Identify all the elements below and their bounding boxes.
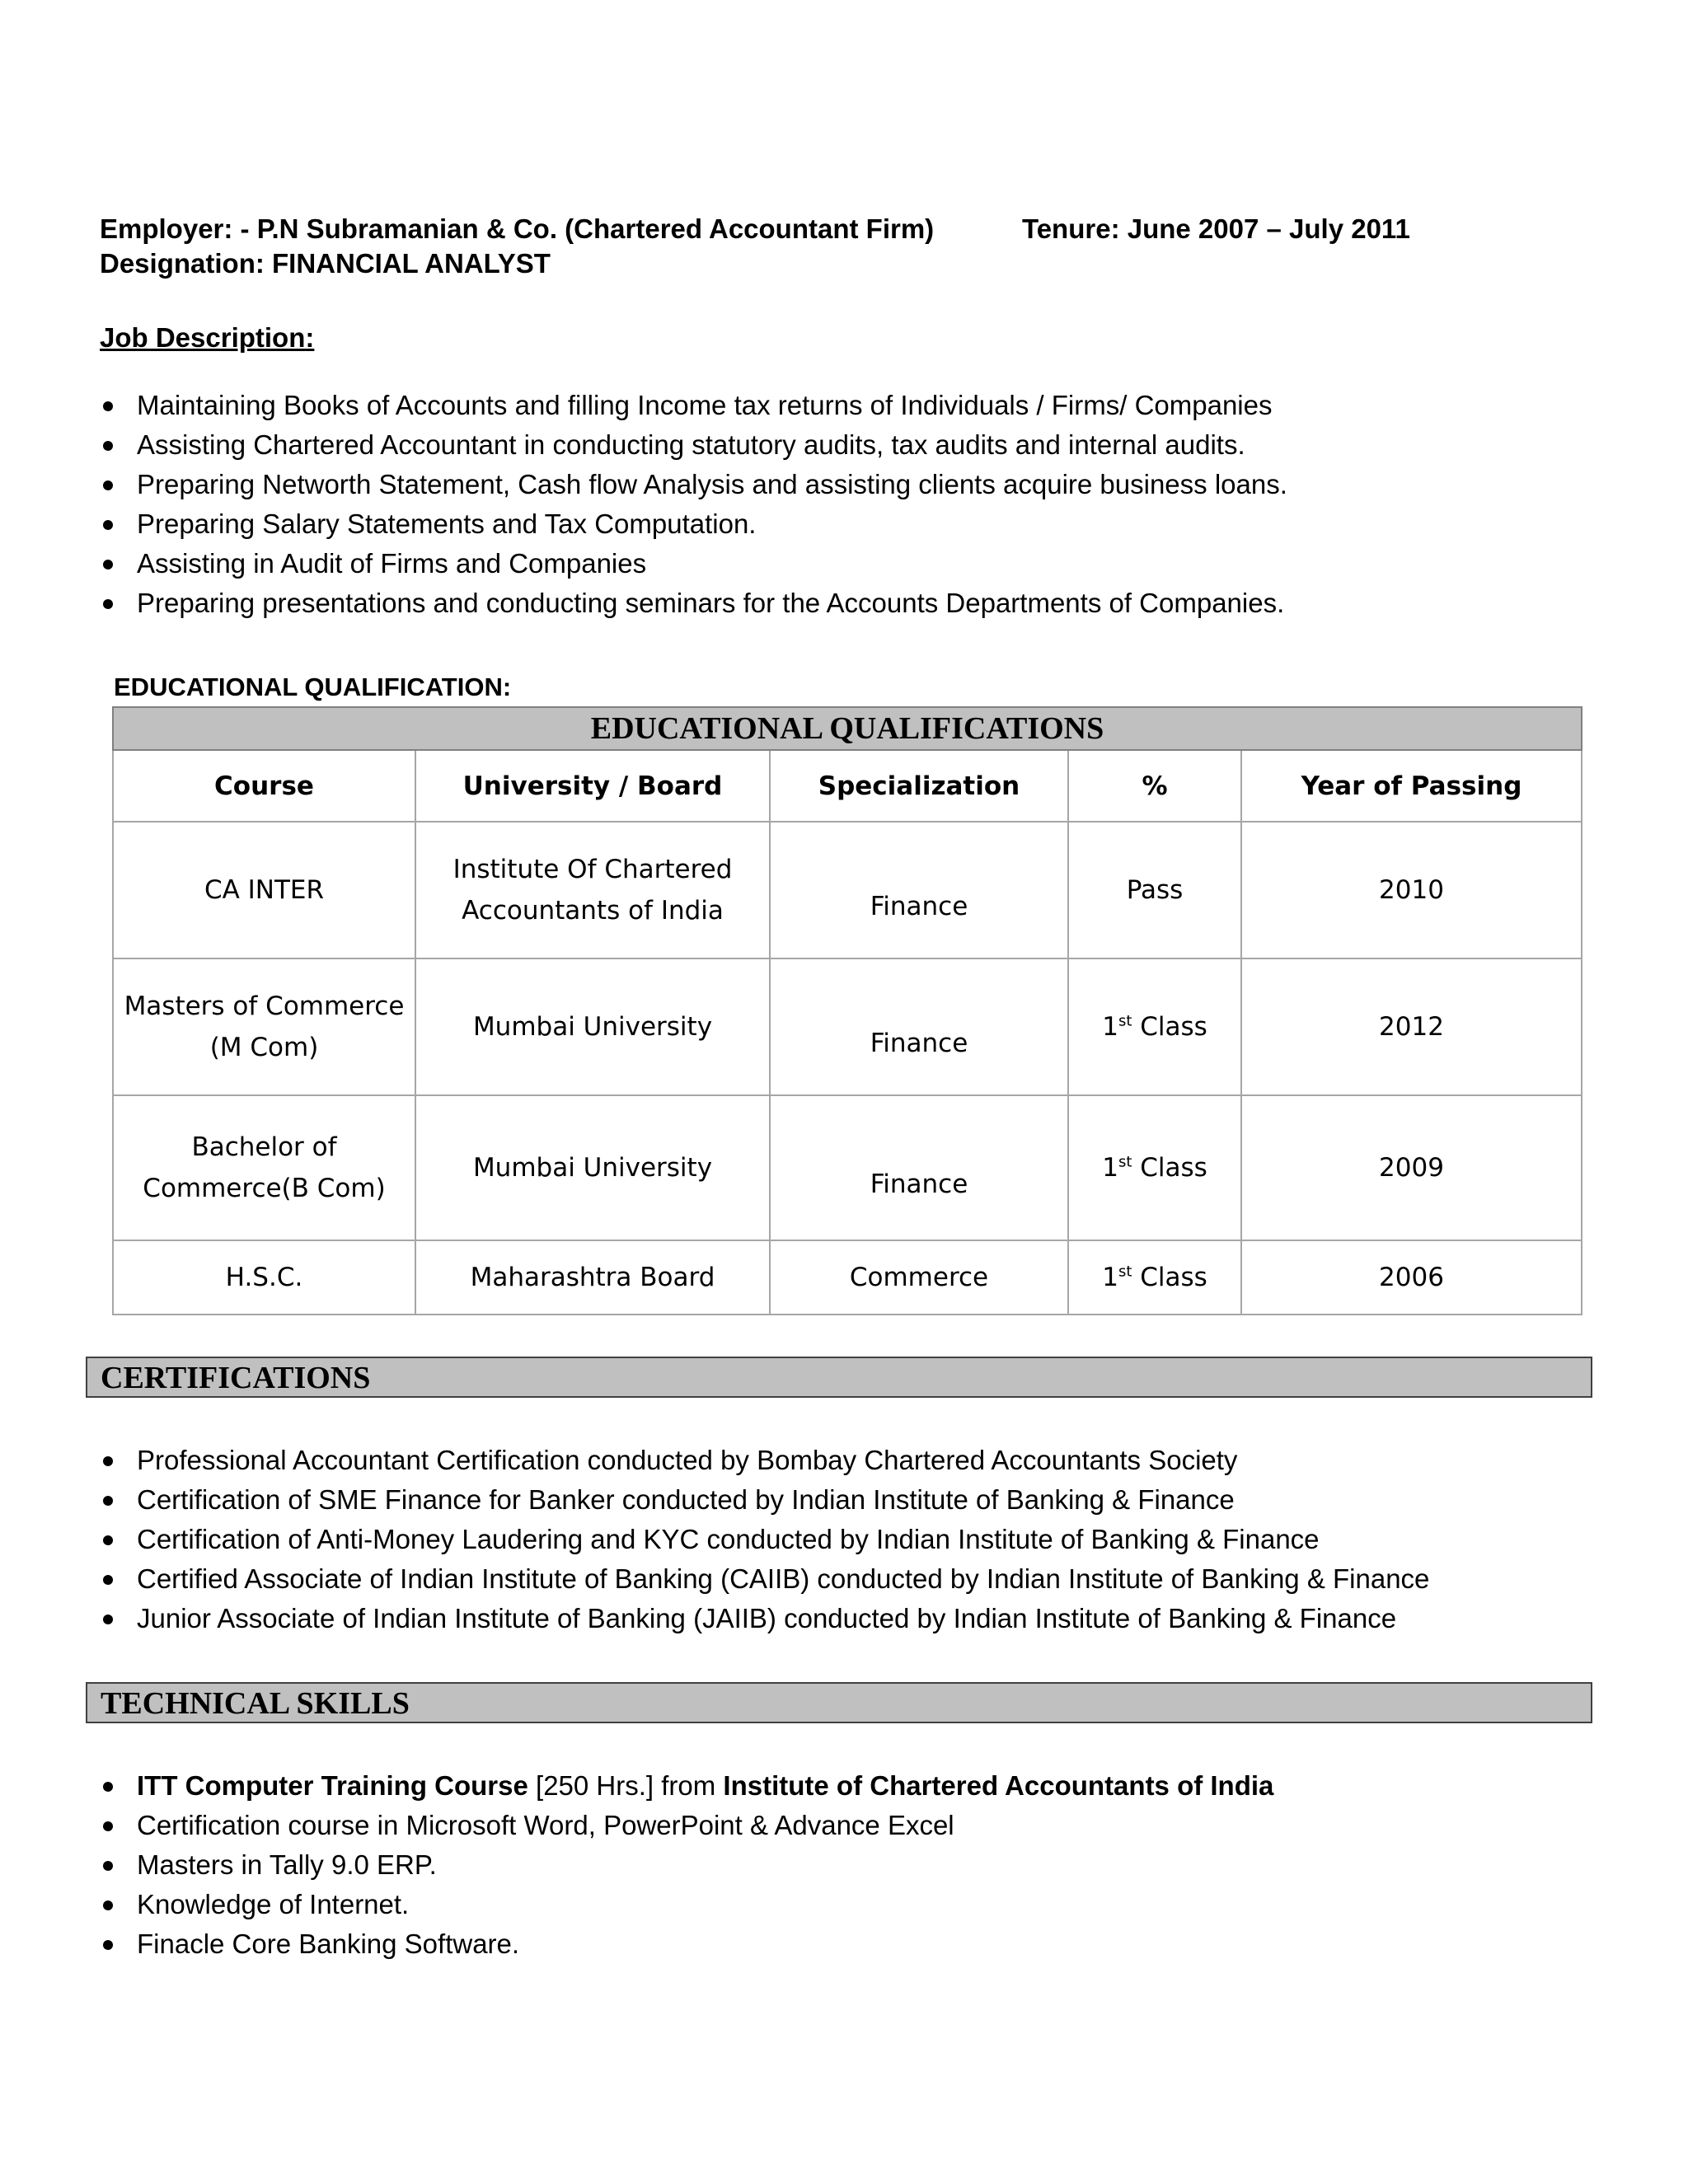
specialization-cell: Finance (770, 958, 1068, 1095)
designation-line: Designation: FINANCIAL ANALYST (100, 248, 551, 279)
job-description-heading: Job Description: (100, 322, 315, 353)
list-item: ITT Computer Training Course [250 Hrs.] from Institute of Chartered Accountants of India (100, 1769, 1273, 1809)
technical-skills-heading: TECHNICAL SKILLS (86, 1682, 1592, 1723)
percent-cell: Pass (1068, 822, 1241, 958)
table-row (113, 1095, 1582, 1240)
list-item: Maintaining Books of Accounts and filling Income tax returns of Individuals / Firms/ Companies (100, 389, 1287, 429)
list-item: Junior Associate of Indian Institute of Banking (JAIIB) conducted by Indian Institute of Banking & Finance (100, 1602, 1429, 1642)
list-item: Preparing Salary Statements and Tax Computation. (100, 508, 1287, 547)
percent-cell: 1st Class (1068, 1095, 1241, 1240)
tenure-line: Tenure: June 2007 – July 2011 (1022, 213, 1410, 244)
specialization-cell: Finance (770, 822, 1068, 958)
table-row (113, 822, 1582, 958)
year-cell: 2012 (1241, 958, 1582, 1095)
list-item: Preparing Networth Statement, Cash flow Analysis and assisting clients acquire business loans. (100, 468, 1287, 508)
year-cell: 2010 (1241, 822, 1582, 958)
course-cell: Masters of Commerce (M Com) (113, 958, 415, 1095)
specialization-cell: Finance (770, 1095, 1068, 1240)
column-header: Year of Passing (1241, 750, 1582, 822)
list-item: Knowledge of Internet. (100, 1888, 1273, 1928)
list-item: Certification course in Microsoft Word, PowerPoint & Advance Excel (100, 1809, 1273, 1849)
list-item: Certification of Anti-Money Laudering and KYC conducted by Indian Institute of Banking & Finance (100, 1523, 1429, 1563)
list-item: Assisting Chartered Accountant in conducting statutory audits, tax audits and internal audits. (100, 429, 1287, 468)
employer-line: Employer: - P.N Subramanian & Co. (Chartered Accountant Firm) (100, 213, 935, 244)
certifications-list (100, 1444, 1429, 1642)
column-header: Specialization (770, 750, 1068, 822)
job-description-list (100, 389, 1287, 626)
list-item: Assisting in Audit of Firms and Companies (100, 547, 1287, 587)
university-cell: Maharashtra Board (415, 1240, 770, 1315)
university-cell: Mumbai University (415, 1095, 770, 1240)
column-header: % (1068, 750, 1241, 822)
table-caption: EDUCATIONAL QUALIFICATIONS (113, 707, 1582, 750)
list-item: Certification of SME Finance for Banker conducted by Indian Institute of Banking & Finance (100, 1483, 1429, 1523)
column-header: University / Board (415, 750, 770, 822)
column-header: Course (113, 750, 415, 822)
list-item: Certified Associate of Indian Institute of Banking (CAIIB) conducted by Indian Institute of Banking & Finance (100, 1563, 1429, 1602)
table-caption-row (113, 707, 1582, 750)
course-cell: H.S.C. (113, 1240, 415, 1315)
specialization-cell: Commerce (770, 1240, 1068, 1315)
year-cell: 2006 (1241, 1240, 1582, 1315)
table-header-row (113, 750, 1582, 822)
course-cell: CA INTER (113, 822, 415, 958)
percent-cell: 1st Class (1068, 1240, 1241, 1315)
course-cell: Bachelor of Commerce(B Com) (113, 1095, 415, 1240)
certifications-heading: CERTIFICATIONS (86, 1357, 1592, 1398)
university-cell: Institute Of Chartered Accountants of India (415, 822, 770, 958)
education-table (112, 706, 1582, 1315)
table-row (113, 958, 1582, 1095)
technical-skills-list (100, 1769, 1273, 1967)
list-item: Masters in Tally 9.0 ERP. (100, 1849, 1273, 1888)
list-item: Finacle Core Banking Software. (100, 1928, 1273, 1967)
education-label: EDUCATIONAL QUALIFICATION: (114, 673, 512, 701)
university-cell: Mumbai University (415, 958, 770, 1095)
table-row (113, 1240, 1582, 1315)
list-item: Professional Accountant Certification conducted by Bombay Chartered Accountants Society (100, 1444, 1429, 1483)
year-cell: 2009 (1241, 1095, 1582, 1240)
percent-cell: 1st Class (1068, 958, 1241, 1095)
list-item: Preparing presentations and conducting seminars for the Accounts Departments of Companies. (100, 587, 1287, 626)
